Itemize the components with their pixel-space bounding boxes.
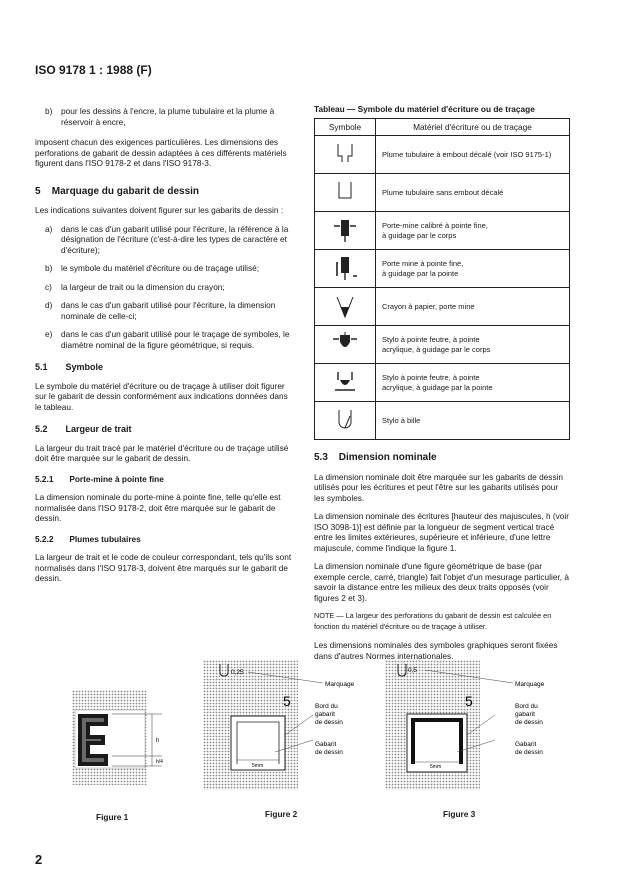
symbol-cell (315, 402, 376, 440)
figure-3-label-gabarit: Gabarit de dessin (515, 741, 543, 756)
material-line-1: Plume tubulaire sans embout décalé (382, 187, 504, 197)
section-number: 5.2 (35, 424, 48, 434)
header-material: Matériel d'écriture ou de traçage (376, 119, 570, 136)
tubular-pen-icon (330, 178, 360, 206)
square-perforation (231, 716, 285, 770)
section-title: Largeur de trait (65, 424, 132, 434)
section-5-list (35, 224, 292, 351)
section-title: Symbole (65, 362, 104, 372)
section-5-2-1-text: La dimension nominale du porte-mine à pointe fine, telle qu'elle est normalisée dans l'ISO 9178-2, doit être marquée sur le gabarit de dessin. (35, 492, 281, 523)
item-text: la largeur de trait ou la dimension du crayon; (61, 281, 225, 292)
symbol-cell (315, 326, 376, 364)
table-row (315, 364, 570, 402)
section-5-2-2-heading (35, 534, 292, 545)
material-line-1: Plume tubulaire à embout décalé (voir ISO 9175-1) (382, 149, 552, 159)
figure-1-tail-label: h/4 (156, 759, 163, 765)
material-cell (376, 250, 570, 288)
section-number: 5.2.1 (35, 473, 54, 484)
right-column (314, 453, 570, 661)
material-line-2: acrylique, à guidage par le corps (382, 344, 491, 354)
figure-3-label-marquage: Marquage (515, 681, 545, 688)
section-5-2-2-text: La largeur de trait et le code de couleur correspondant, tels qu'ils sont normalisés dans l'ISO 9178-3, doivent être marqués sur le gabarit de dessin. (35, 552, 292, 583)
section-5-list-item (35, 329, 292, 350)
section-5-3-p4: Les dimensions nominales des symboles graphiques seront fixées dans d'autres Normes internationales. (314, 640, 558, 661)
symbol-cell (315, 174, 376, 212)
section-title: Plumes tubulaires (69, 533, 141, 544)
figure-3-caption: Figure 3 (443, 809, 476, 819)
item-label: e) (45, 329, 53, 339)
table-body (315, 136, 570, 440)
fine-lead-pencil-tip-guided-icon (330, 254, 360, 282)
tubular-pen-offset-tip-icon (330, 140, 360, 168)
material-line-1: Stylo à pointe feutre, à pointe (382, 334, 480, 344)
section-5-2-text: La largeur du trait tracé par le matériel d'écriture ou de traçage utilisé doit être marquée sur le gabarit de dessin. (35, 442, 289, 463)
felt-pen-body-guided-icon (330, 330, 360, 358)
table-caption: Tableau — Symbole du matériel d'écriture ou de traçage (314, 104, 535, 114)
figure-1-h-label: h (156, 738, 160, 744)
section-5-heading (35, 187, 292, 198)
section-5-list-item (35, 282, 292, 293)
figure-3-size: 5 (465, 693, 473, 709)
section-title: Porte-mine à pointe fine (69, 473, 164, 484)
figure-1-caption: Figure 1 (96, 812, 129, 822)
table-row (315, 212, 570, 250)
left-column (35, 106, 292, 584)
figure-2-label-gabarit: Gabarit de dessin (315, 741, 343, 756)
paper-pencil-icon (330, 292, 360, 320)
table-row (315, 174, 570, 212)
section-5-3-heading (314, 453, 570, 464)
item-text: le symbole du matériel d'écriture ou de traçage utilisé; (61, 263, 260, 273)
figure-2-mark: 0,25 (231, 669, 244, 676)
header-symbol: Symbole (315, 119, 376, 136)
symbol-cell (315, 288, 376, 326)
section-5-3-p2: La dimension nominale des écritures [hauteur des majuscules, h (voir ISO 3098-1)] est définie par la longueur de segment vertical tracé entre les limites extérieures, supérieure et inférieure, d'une lettre majuscule, comme l'indique la figure 1. (314, 511, 570, 553)
figure-1-drawing (72, 690, 182, 785)
material-line-2: à guidage par le corps (382, 230, 457, 240)
material-line-2: acrylique, à guidage par la pointe (382, 382, 493, 392)
figure-2-size: 5 (283, 693, 291, 709)
section-5-list-item (35, 224, 292, 256)
section-number: 5 (35, 185, 41, 197)
symbol-table (314, 118, 570, 440)
figure-2-label-marquage: Marquage (325, 681, 355, 688)
item-label: d) (45, 300, 53, 310)
figure-3-drawing (385, 660, 560, 790)
material-line-1: Stylo à bille (382, 415, 421, 425)
section-5-2-1-heading (35, 474, 292, 485)
fine-lead-pencil-body-guided-icon (330, 216, 360, 244)
material-line-1: Crayon à papier, porte mine (382, 301, 475, 311)
felt-pen-tip-guided-icon (330, 368, 360, 396)
section-number: 5.2.2 (35, 533, 54, 544)
symbol-cell (315, 212, 376, 250)
section-5-1-text: Le symbole du matériel d'écriture ou de traçage à utiliser doit figurer sur le gabarit de dessin conformément aux indications données dans le tableau. (35, 380, 288, 412)
material-line-1: Stylo à pointe feutre, à pointe (382, 372, 480, 382)
symbol-cell (315, 136, 376, 174)
symbol-cell (315, 250, 376, 288)
item-text: dans le cas d'un gabarit utilisé pour l'écriture, la référence à la désignation de l'écriture (c'est-à-dire les types de caractère et d'écriture); (61, 223, 289, 255)
table-row (315, 136, 570, 174)
item-text: dans le cas d'un gabarit utilisé pour le traçage de symboles, le diamètre nominal de la figure géométrique, si requis. (61, 329, 290, 350)
figure-3-dim: 5mm (430, 764, 442, 770)
section-title: Dimension nominale (338, 452, 437, 463)
intro-list-item (35, 106, 292, 127)
section-number: 5.1 (35, 362, 48, 372)
table-row (315, 250, 570, 288)
figure-3-mark: 0,5 (408, 667, 418, 674)
section-number: 5.3 (314, 452, 328, 463)
table-row (315, 402, 570, 440)
document-header: ISO 9178 1 : 1988 (F) (35, 63, 152, 77)
material-cell (376, 288, 570, 326)
item-label: a) (45, 223, 53, 234)
section-5-list-item (35, 263, 292, 274)
section-5-3-p1: La dimension nominale doit être marquée sur les gabarits de dessin utilisés pour les écritures et peut l'être sur les gabarits utilisés pour les symboles. (314, 471, 564, 503)
material-cell (376, 364, 570, 402)
section-title: Marquage du gabarit de dessin (51, 185, 200, 197)
section-5-list-item (35, 300, 292, 321)
section-5-intro: Les indications suivantes doivent figurer sur les gabarits de dessin : (35, 205, 284, 215)
table-row (315, 326, 570, 364)
figure-2-dim: 5mm (252, 763, 264, 769)
figure-2-label-bord: Bord du gabarit de dessin (315, 703, 343, 726)
material-cell (376, 402, 570, 440)
item-text: dans le cas d'un gabarit utilisé pour l'écriture, la dimension nominale de celle-ci; (61, 300, 276, 321)
section-5-1-heading (35, 362, 292, 373)
item-label: b) (45, 263, 53, 273)
figure-2-drawing (203, 660, 378, 790)
material-cell (376, 136, 570, 174)
symbol-cell (315, 364, 376, 402)
page-number: 2 (35, 852, 43, 867)
section-5-3-p3: La dimension nominale d'une figure géométrique de base (par exemple cercle, carré, triangle) fait l'objet d'un mesurage particulier, à savoir la distance entre les milieux des deux traits opposés (voir figures 2 et 3). (314, 561, 569, 603)
material-cell (376, 174, 570, 212)
figure-2-caption: Figure 2 (265, 809, 298, 819)
material-line-1: Porte mine à pointe fine, (382, 258, 464, 268)
table-row (315, 288, 570, 326)
item-label: c) (45, 281, 52, 292)
material-line-1: Porte-mine calibré à pointe fine, (382, 220, 488, 230)
note: NOTE — La largeur des perforations du gabarit de dessin est calculée en fonction du matériel d'écriture ou de traçage à utiliser. (314, 611, 552, 631)
item-label: b) (45, 106, 53, 116)
section-5-2-heading (35, 424, 292, 435)
material-line-2: à guidage par la pointe (382, 268, 459, 278)
figure-3-label-bord: Bord du gabarit de dessin (515, 703, 543, 726)
ballpoint-pen-icon (330, 406, 360, 434)
material-cell (376, 326, 570, 364)
item-text: pour les dessins à l'encre, la plume tubulaire et la plume à réservoir à encre, (61, 106, 275, 127)
material-cell (376, 212, 570, 250)
intro-paragraph: imposent chacun des exigences particulières. Les dimensions des perforations de gabarit de dessin adaptées à ces différents matériels figurent dans l'ISO 9178-2 et dans l'ISO 9178-3. (35, 137, 287, 168)
table-header-row (315, 119, 570, 136)
